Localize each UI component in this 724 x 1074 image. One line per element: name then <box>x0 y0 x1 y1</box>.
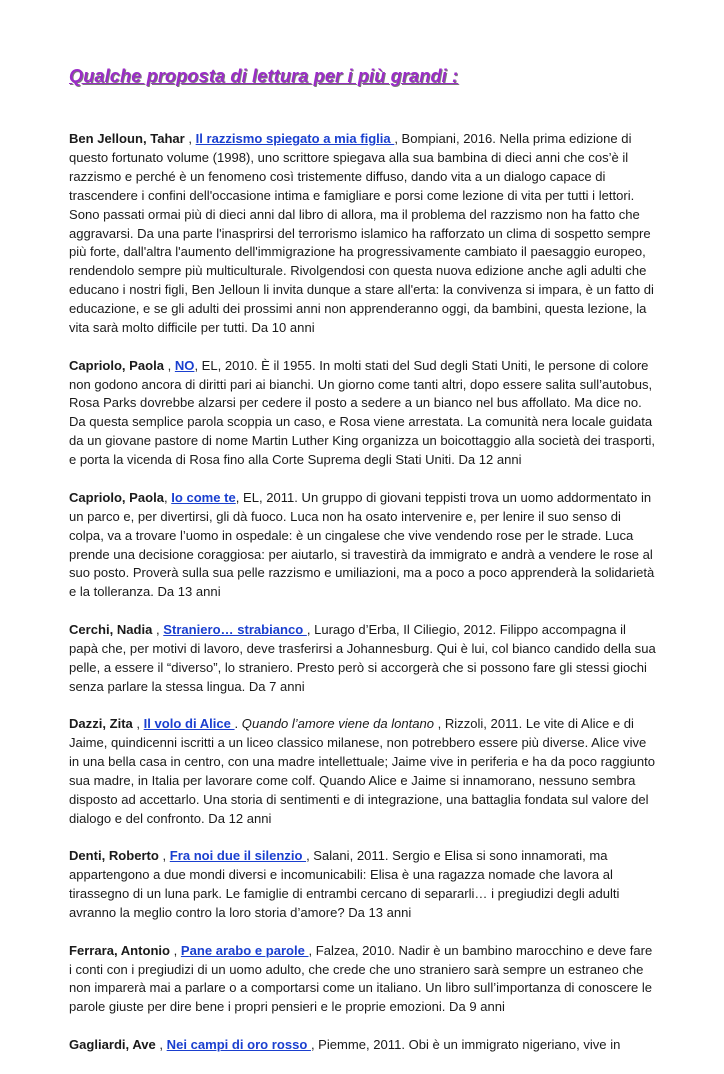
entry-author: Dazzi, Zita <box>69 716 133 732</box>
book-title-link[interactable]: NO <box>174 357 195 373</box>
book-subtitle: Quando l’amore viene da lontano <box>241 716 435 732</box>
book-entry <box>69 942 657 1018</box>
entry-description: , Bompiani, 2016. Nella prima edizione di questo fortunato volume (1998), uno scrittore spiegava alla sua bambina di dieci anni che cos’è il razzismo e perché è un fenomeno così tristemente diffuso, dando vita a un dialogo capace di trascendere i confini dell'occasione intima e famigliare e porsi come lezione di vita per tutti i lettori. Sono passati ormai più di dieci anni dal libro di allora, ma il problema del razzismo non ha fatto che aggravarsi. Da una parte l'inasprirsi del terrorismo islamico ha rafforzato un clima di sospetto sempre più forte, dall'altra l'aumento dell'immigrazione ha progressivamente cambiato il paesaggio europeo, rendendolo sempre più multiculturale. Rivolgendosi con questa nuova edizione anche agli adulti che educano i nostri figli, Ben Jelloun li invita dunque a stare all'erta: la convivenza si impara, è un fatto di educazione, e se gli adulti dei prossimi anni non apprenderanno oggi, da bambini, questa lezione, la vita sarà molto difficile per tutti. Da 10 anni <box>69 131 654 336</box>
book-title-link[interactable]: Fra noi due il silenzio <box>169 848 307 864</box>
entry-separator: , <box>158 848 170 864</box>
book-title-link[interactable]: Nei campi di oro rosso <box>166 1036 311 1052</box>
entry-author: Cerchi, Nadia <box>69 621 153 637</box>
entry-author: Capriolo, Paola <box>69 489 164 505</box>
book-title-link[interactable]: Il razzismo spiegato a mia figlia <box>195 131 395 146</box>
entry-separator: , <box>170 942 181 958</box>
entry-description: , Piemme, 2011. Obi è un immigrato nigeriano, vive in <box>310 1036 621 1052</box>
entry-description: , EL, 2010. È il 1955. In molti stati del Sud degli Stati Uniti, le persone di colore non godono ancora di diritti pari ai bianchi. Un giorno come tanti altri, dopo essere salita sull’autobus, Rosa Parks dovrebbe alzarsi per cedere il posto a sedere a un bianco nel bus affollato. Ma dice no. Da questa semplice parola scoppia un caso, e Rosa viene arrestata. La comunità nera locale guidata da un giovane pastore di nome Martin Luther King organizza un boicottaggio alla società dei trasporti, e porta la vicenda di Rosa fino alla Corte Suprema degli Stati Uniti. Da 12 anni <box>69 357 656 468</box>
book-entry <box>69 130 657 338</box>
entry-author: Denti, Roberto <box>69 848 159 864</box>
book-title-link[interactable]: Pane arabo e parole <box>180 942 309 958</box>
book-title-link[interactable]: Io come te <box>171 489 236 505</box>
book-entry <box>69 1036 657 1055</box>
book-entry <box>69 357 657 470</box>
page-title: Qualche proposta di lettura per i più grandi : <box>69 66 459 86</box>
entry-separator: , <box>155 1036 167 1052</box>
entry-description: , Rizzoli, 2011. Le vite di Alice e di Jaime, quindicenni iscritti a un liceo classico milanese, non potrebbero essere più diverse. Alice vive in una bella casa in centro, con una madre intellettuale; Jaime vive in periferia e ha da poco raggiunto sua madre, in Italia per lavorare come colf. Quando Alice e Jaime si innamorano, nessuno sembra disposto ad accettarlo. Una storia di sentimenti e di integrazione, una battaglia fondata sul valore del dialogo e del confronto. Da 12 anni <box>69 716 656 826</box>
book-title-link[interactable]: Il volo di Alice <box>143 716 235 732</box>
entry-separator: , <box>163 357 175 373</box>
book-entry <box>69 715 657 828</box>
entry-separator: , <box>184 131 196 146</box>
entry-separator: , <box>163 489 172 505</box>
entry-description: , Lurago d’Erba, Il Ciliegio, 2012. Filippo accompagna il papà che, per motivi di lavoro, deve trasferirsi a Johannesburg. Qui è lui, col bianco candido della sua pelle, a essere il “diverso”, lo straniero. Presto però si accorgerà che si possono fare gli stessi giochi senza parlare la stessa lingua. Da 7 anni <box>69 621 656 694</box>
entry-author: Ferrara, Antonio <box>69 942 171 958</box>
entry-description: , Salani, 2011. Sergio e Elisa si sono innamorati, ma appartengono a due mondi diversi e incomunicabili: Elisa è una ragazza nomade che lavora al tirassegno di un luna park. Le famiglie di entrambi cercano di separarli… i pregiudizi degli adulti avranno la meglio contro la loro storia d’amore? Da 13 anni <box>69 848 620 921</box>
entry-author: Gagliardi, Ave <box>69 1036 156 1052</box>
book-entry <box>69 489 657 602</box>
entry-description: , EL, 2011. Un gruppo di giovani teppisti trova un uomo addormentato in un parco e, per divertirsi, gli dà fuoco. Luca non ha osato intervenire e, per lenire il suo senso di colpa, va a trovare l’uomo in ospedale: è un cingalese che vive vendendo rose per le strade. Luca prende una decisione coraggiosa: per aiutarlo, si travestirà da immigrato e andrà a vendere le rose al suo posto. Proverà sulla sua pelle razzismo e umiliazioni, ma a poco a poco apprenderà la solidarietà e la tolleranza. Da 13 anni <box>69 489 655 600</box>
book-list <box>69 130 657 1074</box>
book-entry <box>69 621 657 697</box>
entry-author: Ben Jelloun, Tahar <box>69 131 185 146</box>
book-entry <box>69 847 657 923</box>
book-title-link[interactable]: Straniero… strabianco <box>163 621 307 637</box>
entry-separator: . <box>234 716 242 732</box>
entry-separator: , <box>152 621 164 637</box>
entry-separator: , <box>132 716 144 732</box>
entry-description: , Falzea, 2010. Nadir è un bambino marocchino e deve fare i conti con i pregiudizi di un uomo adulto, che crede che uno straniero sarà sempre un estraneo che non imparerà mai a parlare o a comportarsi come un italiano. Un libro sull’importanza di conoscere le parole giuste per dire bene i propri pensieri e le proprie emozioni. Da 9 anni <box>69 942 653 1015</box>
entry-author: Capriolo, Paola <box>69 357 164 373</box>
